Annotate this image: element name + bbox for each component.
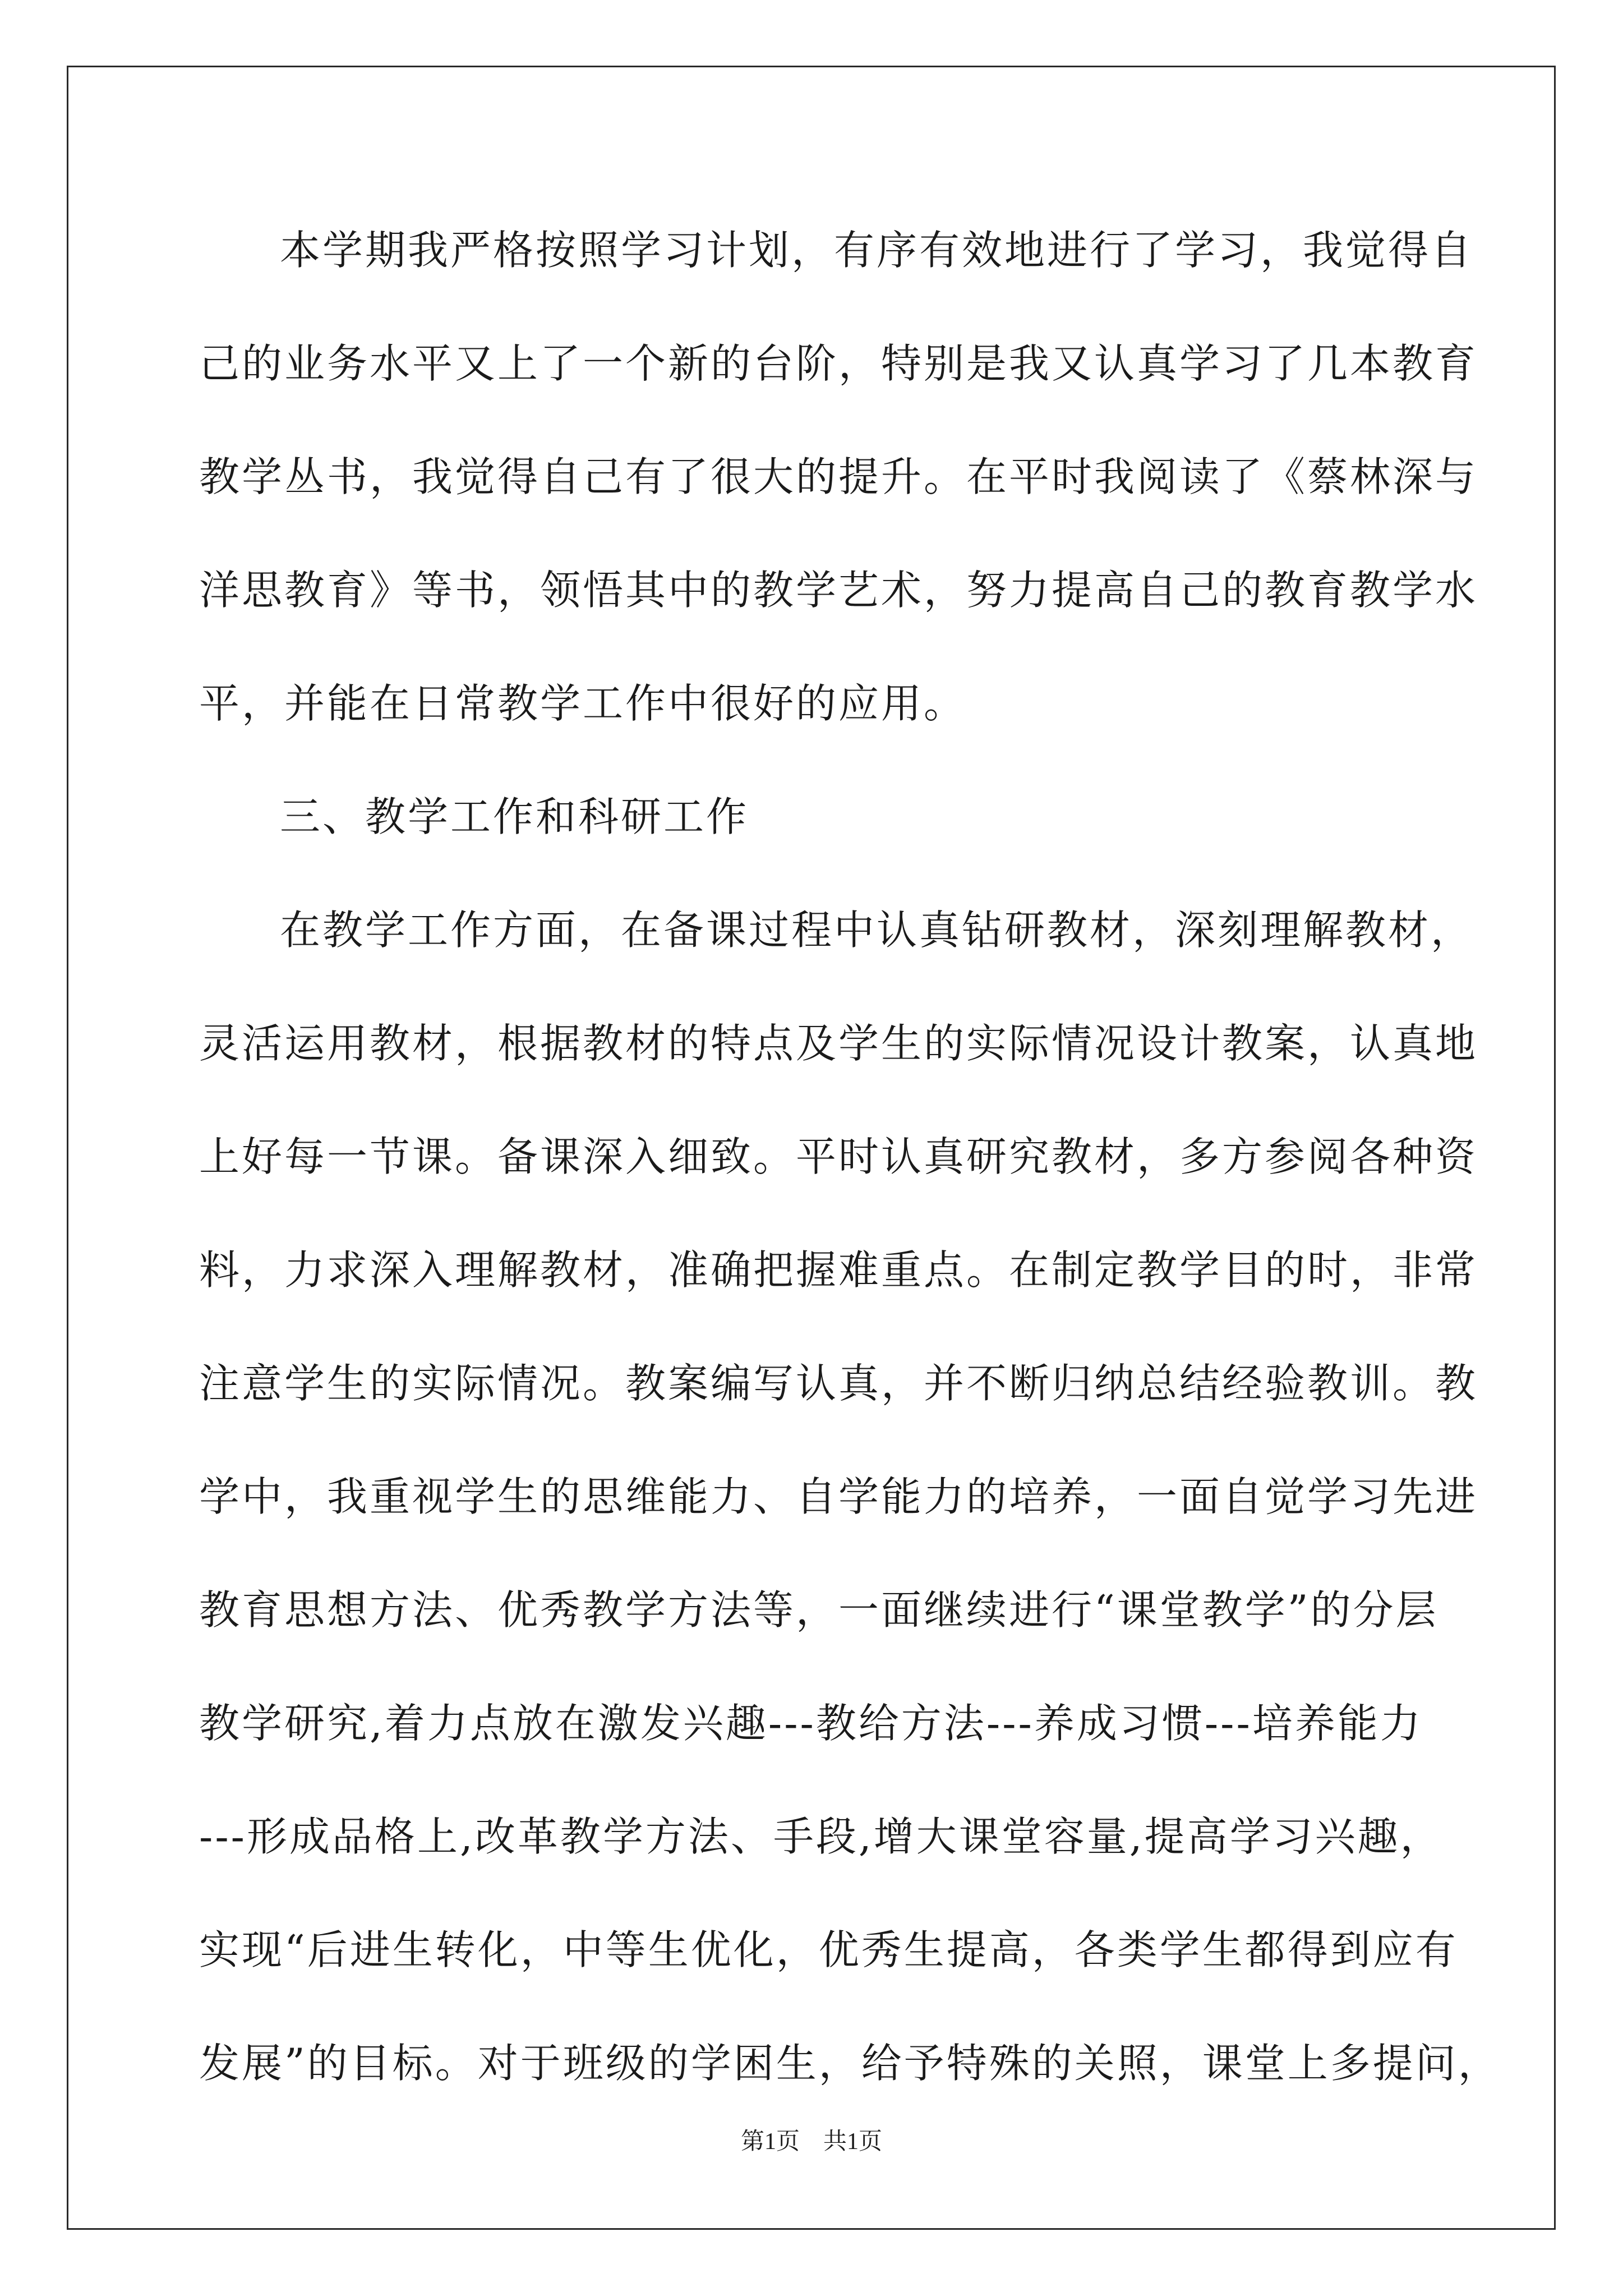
page-footer: 第1页 共1页 xyxy=(740,2129,882,2155)
paragraph-line: 己的业务水平又上了一个新的台阶，特别是我又认真学习了几本教育 xyxy=(199,340,1478,387)
paragraph-line: 教学丛书，我觉得自己有了很大的提升。在平时我阅读了《蔡林深与 xyxy=(199,453,1478,500)
paragraph-line: 上好每一节课。备课深入细致。平时认真研究教材，多方参阅各种资 xyxy=(199,1133,1478,1180)
paragraph-line: 在教学工作方面，在备课过程中认真钻研教材，深刻理解教材， xyxy=(280,907,1474,954)
paragraph-line: 发展”的目标。对于班级的学困生，给予特殊的关照，课堂上多提问， xyxy=(199,2040,1501,2087)
paragraph-line: 学中，我重视学生的思维能力、自学能力的培养，一面自觉学习先进 xyxy=(199,1473,1478,1520)
paragraph-line: 教学研究,着力点放在激发兴趣---教给方法---养成习惯---培养能力 xyxy=(199,1700,1423,1747)
paragraph-line: 平，并能在日常教学工作中很好的应用。 xyxy=(199,680,967,727)
paragraph-line: 注意学生的实际情况。教案编写认真，并不断归纳总结经验教训。教 xyxy=(199,1360,1478,1407)
paragraph-line: 本学期我严格按照学习计划，有序有效地进行了学习，我觉得自 xyxy=(280,227,1474,274)
paragraph-line: 洋思教育》等书，领悟其中的教学艺术，努力提高自己的教育教学水 xyxy=(199,567,1478,614)
section-heading: 三、教学工作和科研工作 xyxy=(280,793,749,840)
paragraph-line: 料，力求深入理解教材，准确把握难重点。在制定教学目的时，非常 xyxy=(199,1246,1478,1294)
paragraph-line: 灵活运用教材，根据教材的特点及学生的实际情况设计教案，认真地 xyxy=(199,1020,1478,1067)
paragraph-line: ---形成品格上,改革教学方法、手段,增大课堂容量,提高学习兴趣， xyxy=(199,1813,1443,1860)
paragraph-line: 实现“后进生转化，中等生优化，优秀生提高，各类学生都得到应有 xyxy=(199,1926,1458,1973)
paragraph-line: 教育思想方法、优秀教学方法等，一面继续进行“课堂教学”的分层 xyxy=(199,1586,1438,1634)
